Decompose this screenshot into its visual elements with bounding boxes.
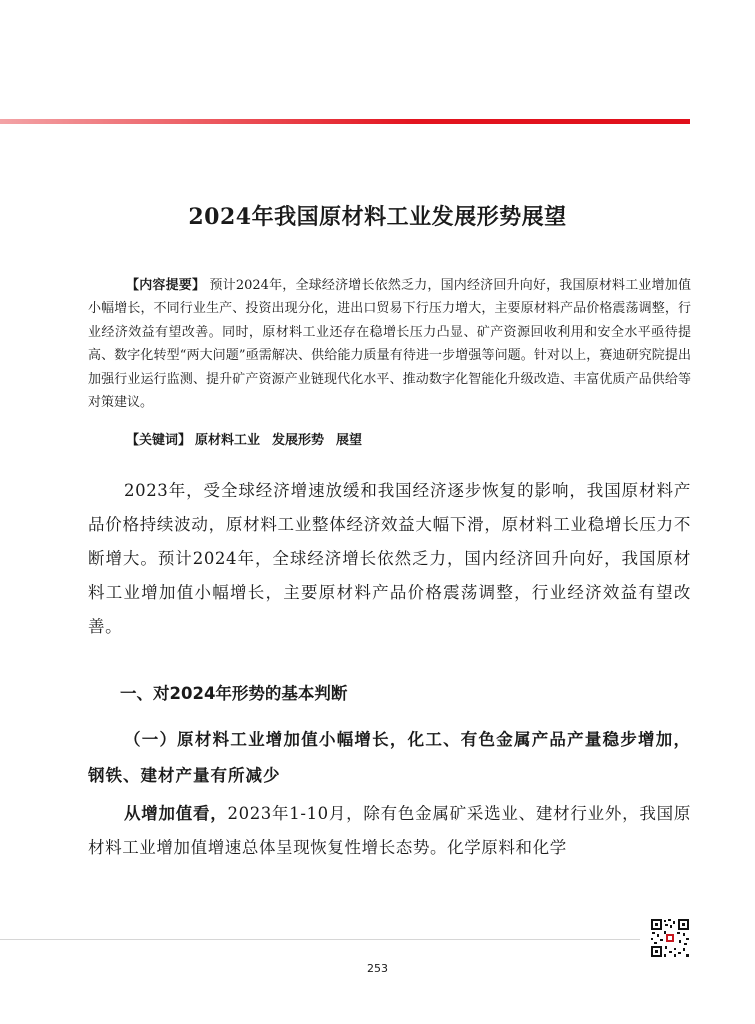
qr-code-icon [650, 918, 690, 958]
keywords-line [126, 429, 362, 448]
keyword-item: 展望 [336, 433, 363, 448]
article-title: 2024年我国原材料工业发展形势展望 [188, 204, 567, 230]
abstract-label: 【内容提要】 [126, 278, 206, 293]
paragraph-lead: 从增加值看， [124, 804, 228, 823]
section-heading-1: 一、对2024年形势的基本判断 [120, 684, 348, 703]
abstract-paragraph [88, 274, 691, 414]
page-number: 253 [367, 962, 388, 975]
subsection-heading-1: （一）原材料工业增加值小幅增长，化工、有色金属产品产量稳步增加，钢铁、建材产量有所减少 [88, 730, 691, 785]
body-paragraph-1: 2023年，受全球经济增速放缓和我国经济逐步恢复的影响，我国原材料产品价格持续波动，原材料工业整体经济效益大幅下滑，原材料工业稳增长压力不断增大。预计2024年，全球经济增长依然乏力，国内经济回升向好，我国原材料工业增加值小幅增长，主要原材料产品价格震荡调整，行业经济效益有望改善。 [88, 481, 691, 636]
abstract-text: 预计2024年，全球经济增长依然乏力，国内经济回升向好，我国原材料工业增加值小幅增长，不同行业生产、投资出现分化，进出口贸易下行压力增大，主要原材料产品价格震荡调整，行业经济效益有望改善。同时，原材料工业还存在稳增长压力凸显、矿产资源回收利用和安全水平亟待提高、数字化转型“两大问题”亟需解决、供给能力质量有待进一步增强等问题。针对以上，赛迪研究院提出加强行业运行监测、提升矿产资源产业链现代化水平、推动数字化智能化升级改造、丰富优质产品供给等对策建议。 [88, 278, 691, 411]
footer-rule [0, 939, 640, 940]
paragraph-text: 2023年1-10月，除有色金属矿采选业、建材行业外，我国原材料工业增加值增速总体呈现恢复性增长态势。化学原料和化学 [88, 804, 691, 857]
keyword-item: 发展形势 [272, 433, 325, 448]
keywords-label: 【关键词】 [126, 433, 192, 448]
header-red-rule [0, 119, 690, 124]
keyword-item: 原材料工业 [195, 433, 261, 448]
body-paragraph-2 [88, 797, 691, 865]
